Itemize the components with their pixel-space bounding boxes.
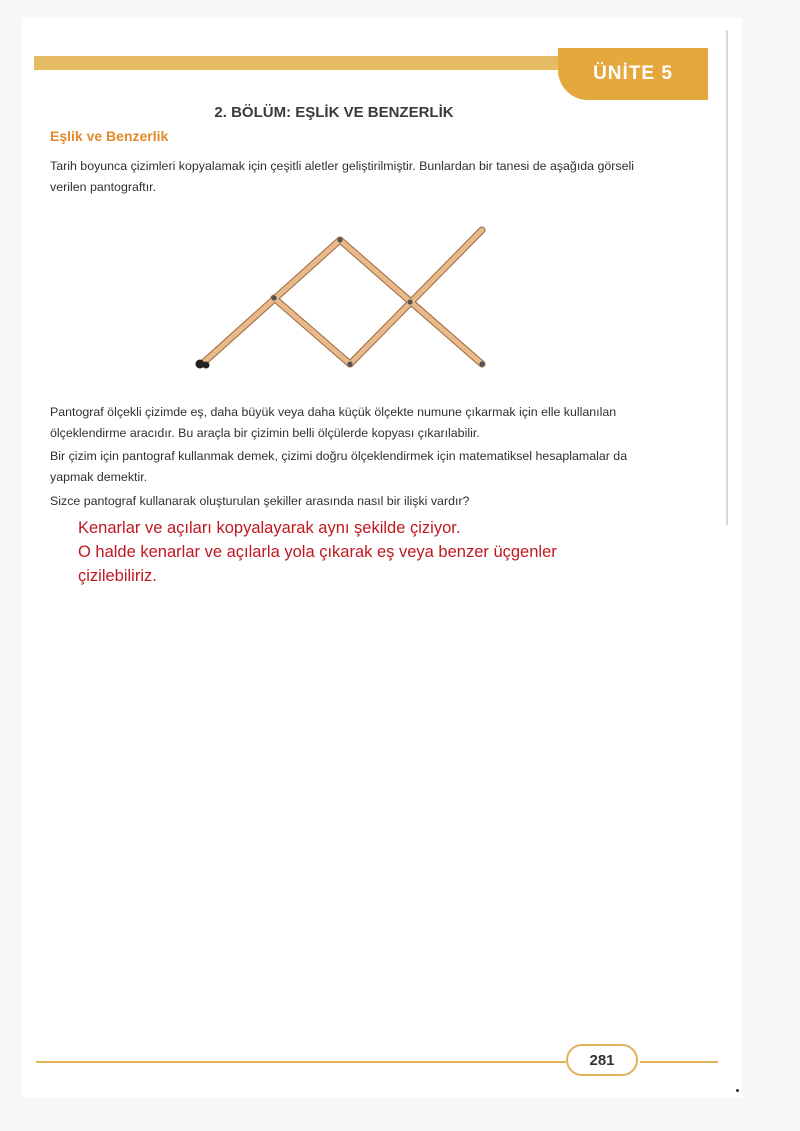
unit-tab: ÜNİTE 5 — [558, 48, 708, 100]
header-band — [34, 56, 648, 70]
margin-rule — [726, 30, 728, 525]
answer-line-1: Kenarlar ve açıları kopyalayarak aynı şekilde çiziyor. — [78, 519, 461, 537]
answer-line-3: çizilebiliriz. — [78, 567, 157, 585]
pantograph-figure — [162, 212, 542, 380]
subheading: Eşlik ve Benzerlik — [50, 128, 169, 144]
definition-paragraph: Pantograf ölçekli çizimde eş, daha büyük veya daha küçük ölçekte numune çıkarmak için elle kullanılan ölçeklendirme aracıdır. Bu araçla bir çizimin belli ölçülerde kopyası çıkarılabilir. — [50, 405, 617, 440]
section-title: 2. BÖLÜM: EŞLİK VE BENZERLİK — [214, 104, 454, 121]
stray-dot — [736, 1089, 739, 1092]
question-paragraph: Sizce pantograf kullanarak oluşturulan şekiller arasında nasıl bir ilişki vardır? — [50, 494, 470, 508]
pantograph-illustration-icon — [162, 212, 542, 380]
page-number: 281 — [566, 1044, 638, 1076]
intro-paragraph: Tarih boyunca çizimleri kopyalamak için çeşitli aletler geliştirilmiştir. Bunlardan bir tanesi de aşağıda görseli verilen pantograftır. — [50, 159, 634, 194]
usage-paragraph: Bir çizim için pantograf kullanmak demek, çizimi doğru ölçeklendirmek için matematiksel hesaplamalar da yapmak demektir. — [50, 449, 628, 484]
answer-line-2: O halde kenarlar ve açılarla yola çıkarak eş veya benzer üçgenler — [78, 543, 557, 561]
handwritten-answer — [78, 516, 638, 588]
footer-rule-right — [640, 1061, 718, 1063]
footer-rule-left — [36, 1061, 566, 1063]
